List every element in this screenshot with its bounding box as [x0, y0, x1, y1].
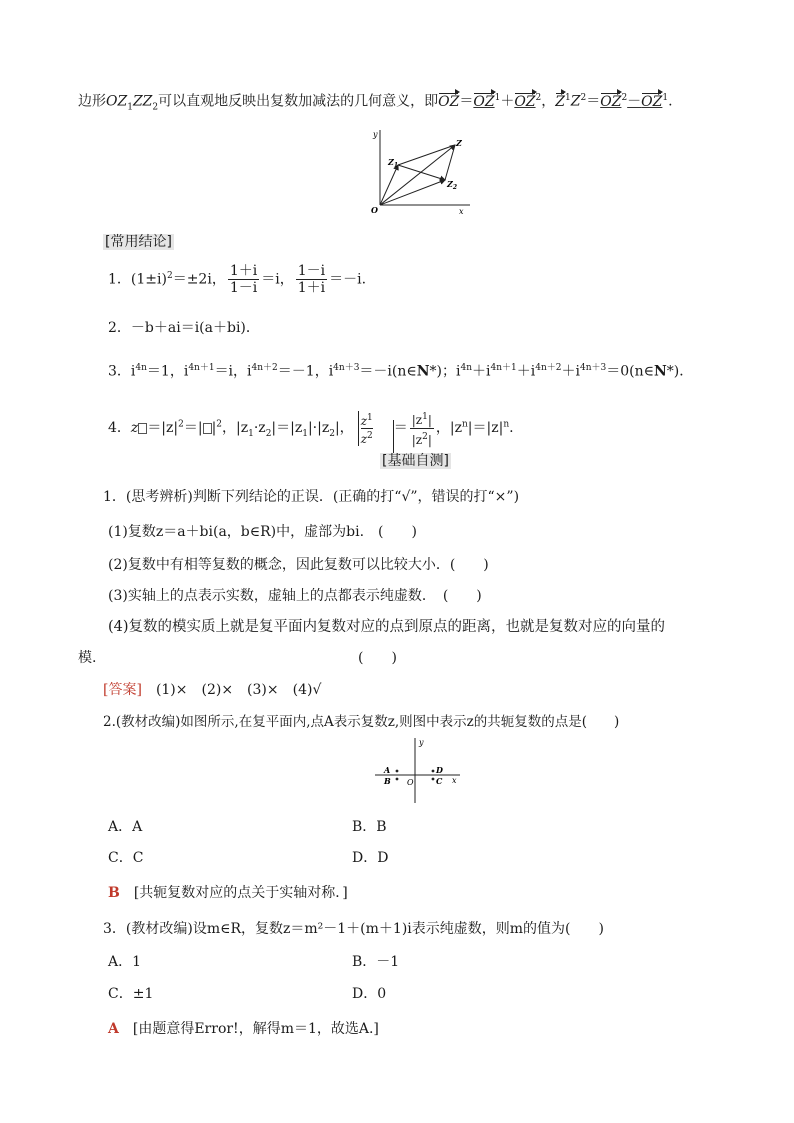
vector-z1z2-line	[398, 165, 445, 180]
q2-option-c: C．C	[108, 850, 144, 866]
q2-answer: B [共轭复数对应的点关于实轴对称．]	[108, 885, 348, 901]
section-basic-test: [基础自测]	[382, 453, 449, 469]
z2-label: $Z_2$	[447, 179, 458, 191]
q1-item-4: (4)复数的模实质上就是复平面内复数对应的点到原点的距离，也就是复数对应的向量的	[108, 619, 666, 635]
vector-oz: OZ	[438, 93, 460, 110]
conclusion-4: 4．$z =|z|^2=|$ $|^2$，$|z_1\cdot z_2|=|z_1|\cdot|z_2|$， $\frac{z^1}{z^2}$ ＝ $\frac{|z^1|}{|z^2|}$ ，$|z^n|=|z|^n$.	[108, 402, 514, 454]
conclusion-3: 3．$i^{4n}=1$，$i^{4n+1}=i$，$i^{4n+2}=-1$，$i^{4n+3}=-i(n\in N*)$；$i^{4n}+i^{4n+1}+i^{4n+2}+i^{4n+3}=0(n\in N*)$．	[108, 363, 694, 380]
q1-item-4-cont: 模.	[78, 650, 97, 666]
point-b	[396, 778, 399, 781]
vector-oz2: OZ	[514, 93, 536, 110]
q2-option-b: B．B	[352, 819, 387, 835]
edge-z1z	[398, 145, 455, 165]
q3-stem: 3．(教材改编)设m∈R，复数z＝m²－1＋(m＋1)i表示纯虚数，则m的值为( )	[103, 921, 604, 937]
parallelogram-figure	[365, 125, 475, 215]
q1-item-2: (2)复数中有相等复数的概念，因此复数可以比较大小．( )	[108, 557, 489, 573]
q2-option-d: D．D	[352, 850, 389, 866]
conclusion-2: 2．－b＋ai＝i(a＋bi)．	[108, 320, 260, 336]
q3-option-a: A．1	[108, 954, 142, 970]
origin-label: O	[371, 205, 378, 215]
z-label: Z	[456, 138, 462, 148]
q1-item-3: (3)实轴上的点表示实数，虚轴上的点都表示纯虚数． ( )	[108, 588, 482, 604]
point-d	[432, 770, 435, 773]
edge-z2z	[445, 145, 455, 180]
vector-z1z2: Z	[555, 93, 566, 110]
q1-item-4-paren: ( )	[358, 650, 397, 666]
q3-answer: A [由题意得Error!，解得m＝1，故选A.]	[108, 1021, 379, 1037]
q3-option-c: C．±1	[108, 986, 154, 1002]
section-common-conclusions: [常用结论]	[105, 234, 172, 250]
vector-oz-line	[380, 145, 458, 205]
q2-option-a: A．A	[108, 819, 143, 835]
intro-line: 边形$OZ_1ZZ_2$可以直观地反映出复数加减法的几何意义，即$OZ=OZ^1+OZ^2$，$Z^1Z^2=OZ^2-OZ^1$.	[78, 93, 673, 113]
origin-label: O	[407, 778, 414, 787]
conjugate-box	[138, 423, 147, 434]
q1-stem: 1．(思考辨析)判断下列结论的正误．(正确的打“√”，错误的打“×”)	[103, 489, 520, 505]
x-label: x	[459, 207, 464, 215]
vector-oz1: OZ	[473, 93, 495, 110]
conclusion-1: 1．$(1\pm i)^2=\pm 2i$， $\frac{1+i}{1-i}$ ＝i， $\frac{1-i}{1+i}$ ＝－i.	[108, 263, 367, 297]
complex-plane-figure	[370, 735, 465, 807]
point-c	[432, 778, 435, 781]
q3-option-d: D．0	[352, 986, 387, 1002]
q1-item-1: (1)复数z＝a＋bi(a，b∈R)中，虚部为bi. ( )	[108, 524, 417, 540]
z1-label: $Z_1$	[388, 157, 399, 169]
q2-stem: 2.(教材改编)如图所示,在复平面内,点A表示复数z,则图中表示z的共轭复数的点是( )	[103, 714, 620, 730]
label-c: C	[436, 776, 443, 786]
x-label: x	[452, 776, 457, 785]
label-a: A	[384, 765, 391, 775]
label-b: B	[384, 776, 391, 786]
point-a	[396, 770, 399, 773]
y-label: y	[419, 738, 424, 747]
q3-option-b: B．－1	[352, 954, 400, 970]
q1-answer: [答案] (1)× (2)× (3)× (4)√	[103, 682, 322, 698]
y-label: y	[373, 130, 378, 139]
label-d: D	[436, 765, 443, 775]
